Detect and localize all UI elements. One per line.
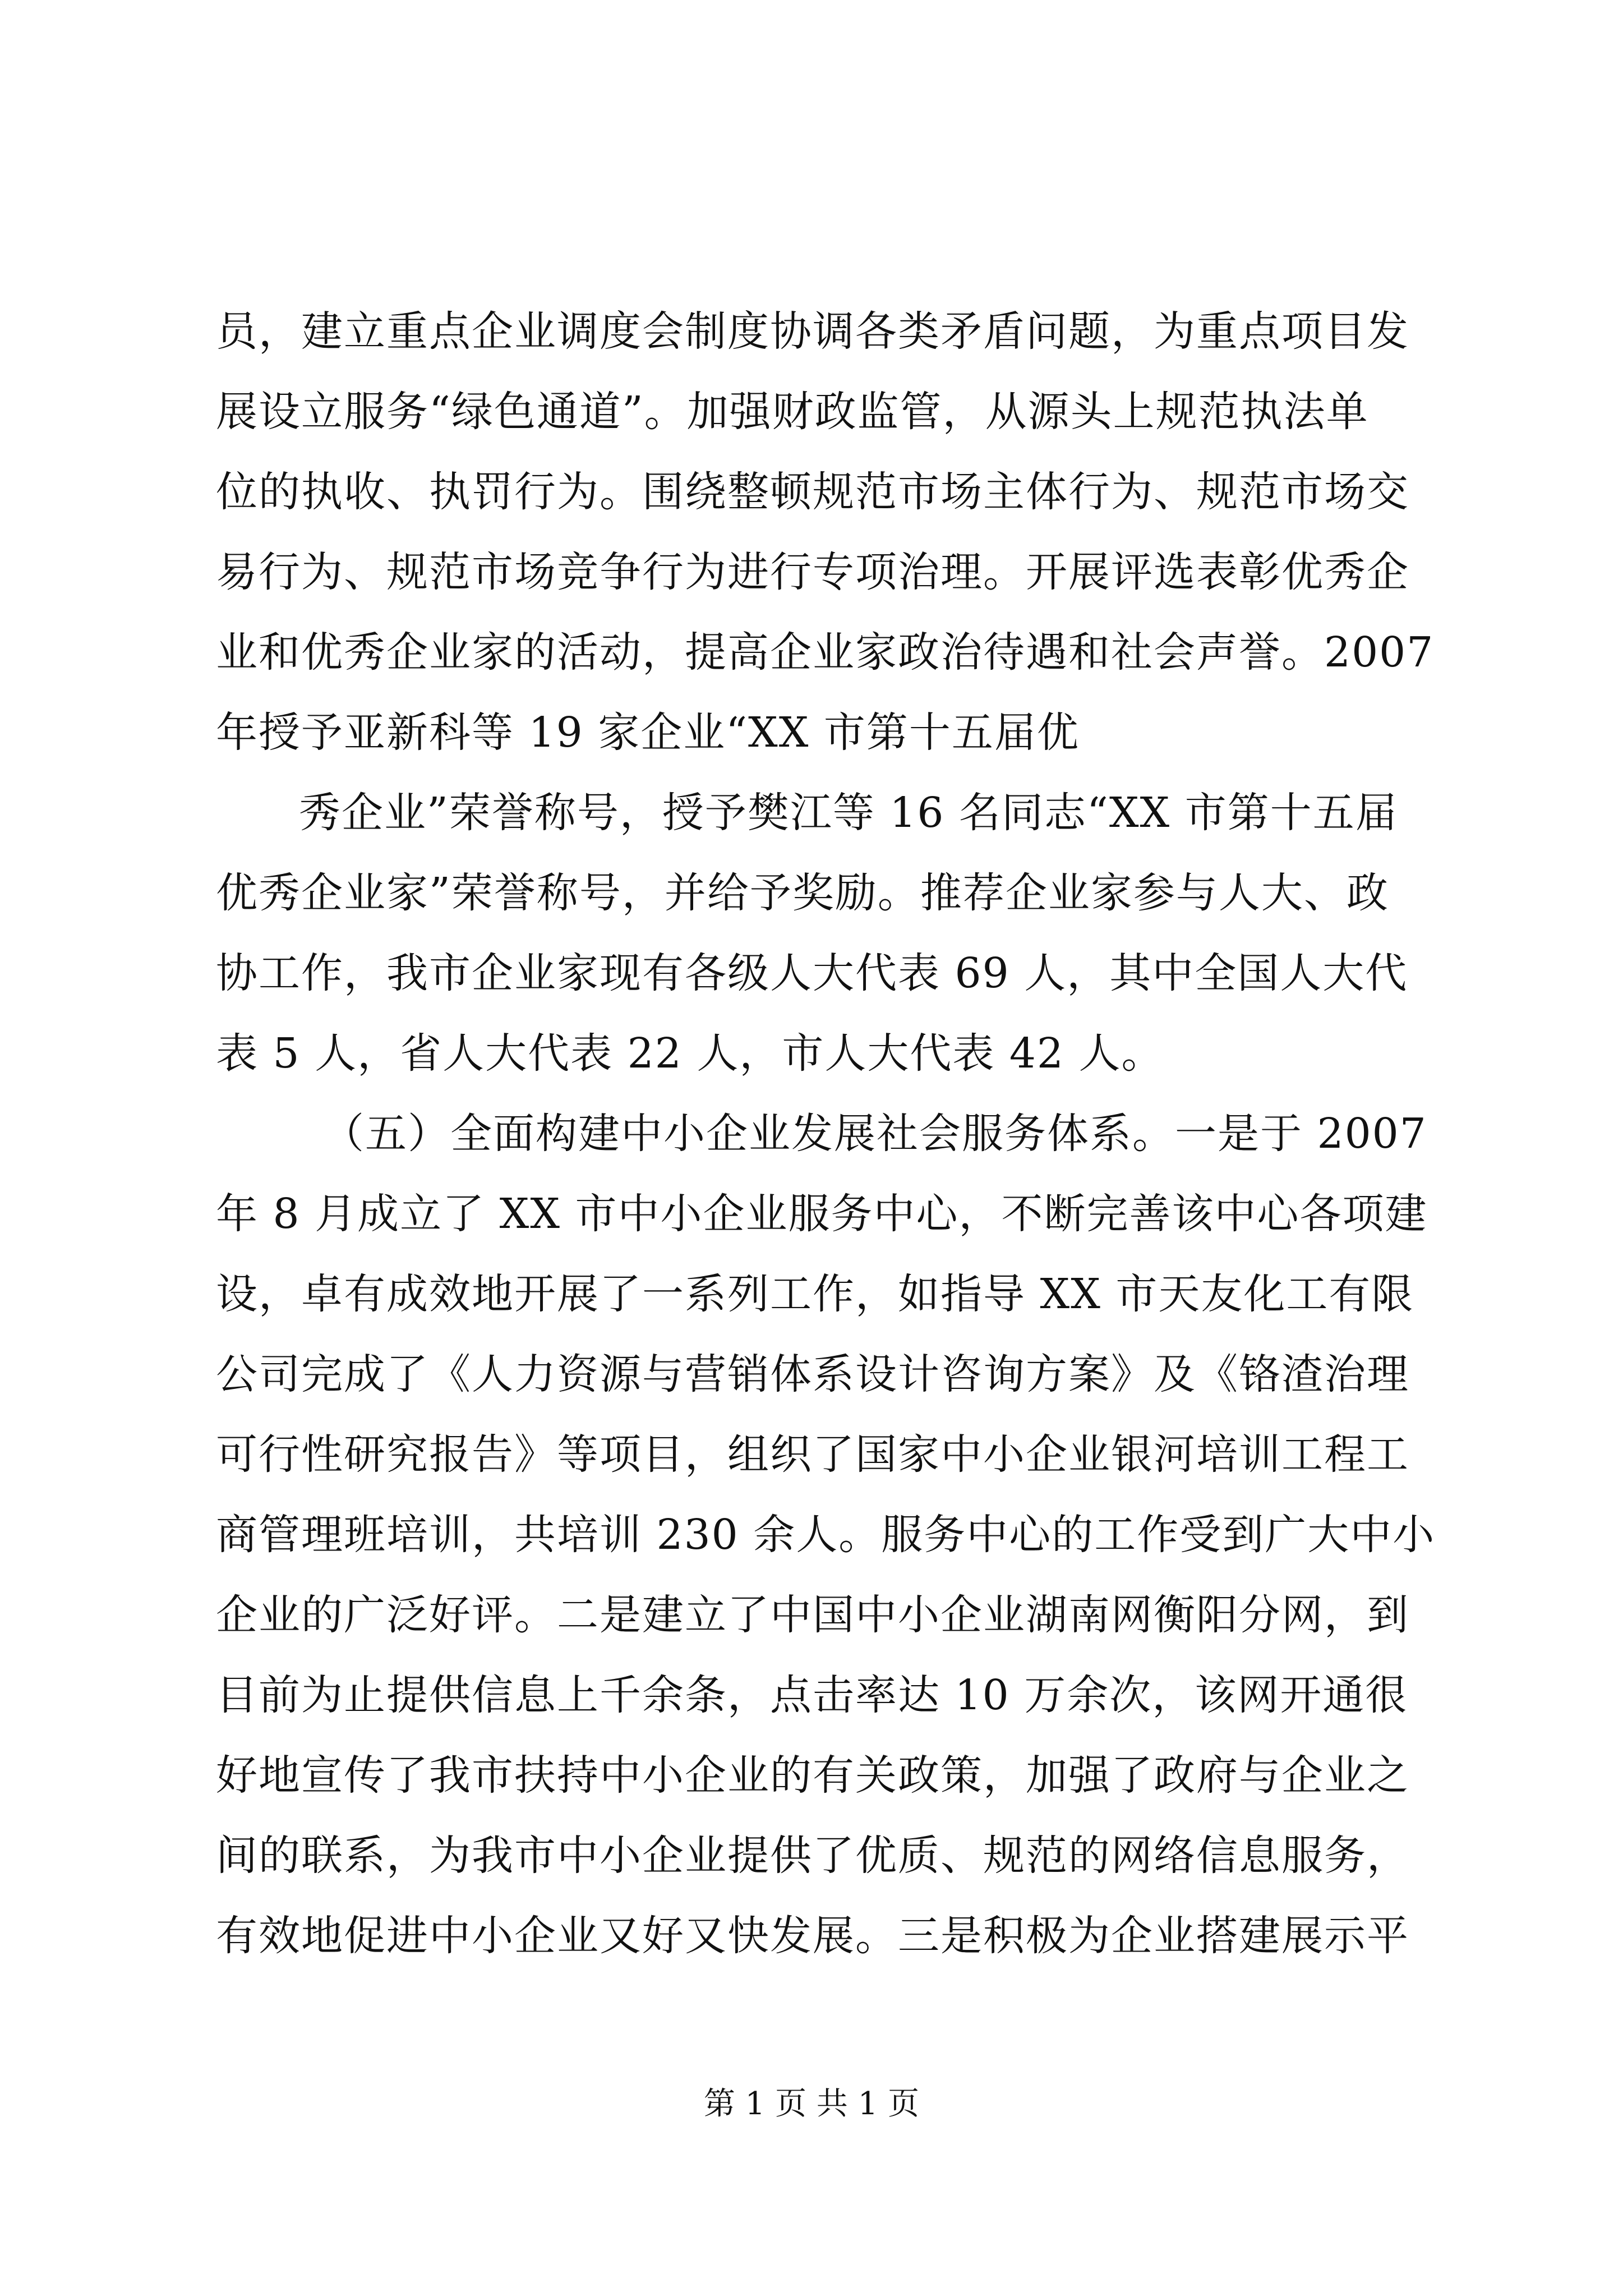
text-line: 优秀企业家”荣誉称号，并给予奖励。推荐企业家参与人大、政: [216, 869, 1389, 917]
body-text: [216, 292, 1436, 1976]
text-line: 设，卓有成效地开展了一系列工作，如指导 XX 市天友化工有限: [216, 1270, 1414, 1318]
text-line: 易行为、规范市场竞争行为进行专项治理。开展评选表彰优秀企: [216, 548, 1409, 596]
text-line: 业和优秀企业家的活动，提高企业家政治待遇和社会声誉。2007: [216, 628, 1435, 677]
text-line: 秀企业”荣誉称号，授予樊江等 16 名同志“XX 市第十五届: [299, 789, 1398, 837]
text-line: 公司完成了《人力资源与营销体系设计咨询方案》及《铬渣治理: [216, 1350, 1409, 1398]
text-line: 协工作，我市企业家现有各级人大代表 69 人，其中全国人大代: [216, 949, 1408, 997]
text-line: 员，建立重点企业调度会制度协调各类矛盾问题，为重点项目发: [216, 307, 1409, 356]
text-line: 年 8 月成立了 XX 市中小企业服务中心，不断完善该中心各项建: [216, 1190, 1428, 1238]
text-line: 年授予亚新科等 19 家企业“XX 市第十五届优: [216, 708, 1080, 757]
text-line: 位的执收、执罚行为。围绕整顿规范市场主体行为、规范市场交: [216, 468, 1409, 516]
page-footer: 第 1 页 共 1 页: [703, 2086, 920, 2122]
text-line: 展设立服务“绿色通道”。加强财政监管，从源头上规范执法单: [216, 388, 1369, 436]
text-line: 表 5 人，省人大代表 22 人，市人大代表 42 人。: [216, 1029, 1164, 1078]
text-line: 目前为止提供信息上千余条，点击率达 10 万余次，该网开通很: [216, 1671, 1408, 1719]
text-line: 有效地促进中小企业又好又快发展。三是积极为企业搭建展示平: [216, 1912, 1409, 1960]
text-line: 可行性研究报告》等项目，组织了国家中小企业银河培训工程工: [216, 1430, 1409, 1479]
text-line: 商管理班培训，共培训 230 余人。服务中心的工作受到广大中小: [216, 1511, 1436, 1559]
text-line: 好地宣传了我市扶持中小企业的有关政策，加强了政府与企业之: [216, 1751, 1409, 1800]
text-line: 间的联系，为我市中小企业提供了优质、规范的网络信息服务，: [216, 1832, 1409, 1880]
text-line: 企业的广泛好评。二是建立了中国中小企业湖南网衡阳分网，到: [216, 1591, 1409, 1639]
text-line: （五）全面构建中小企业发展社会服务体系。一是于 2007: [322, 1110, 1427, 1158]
